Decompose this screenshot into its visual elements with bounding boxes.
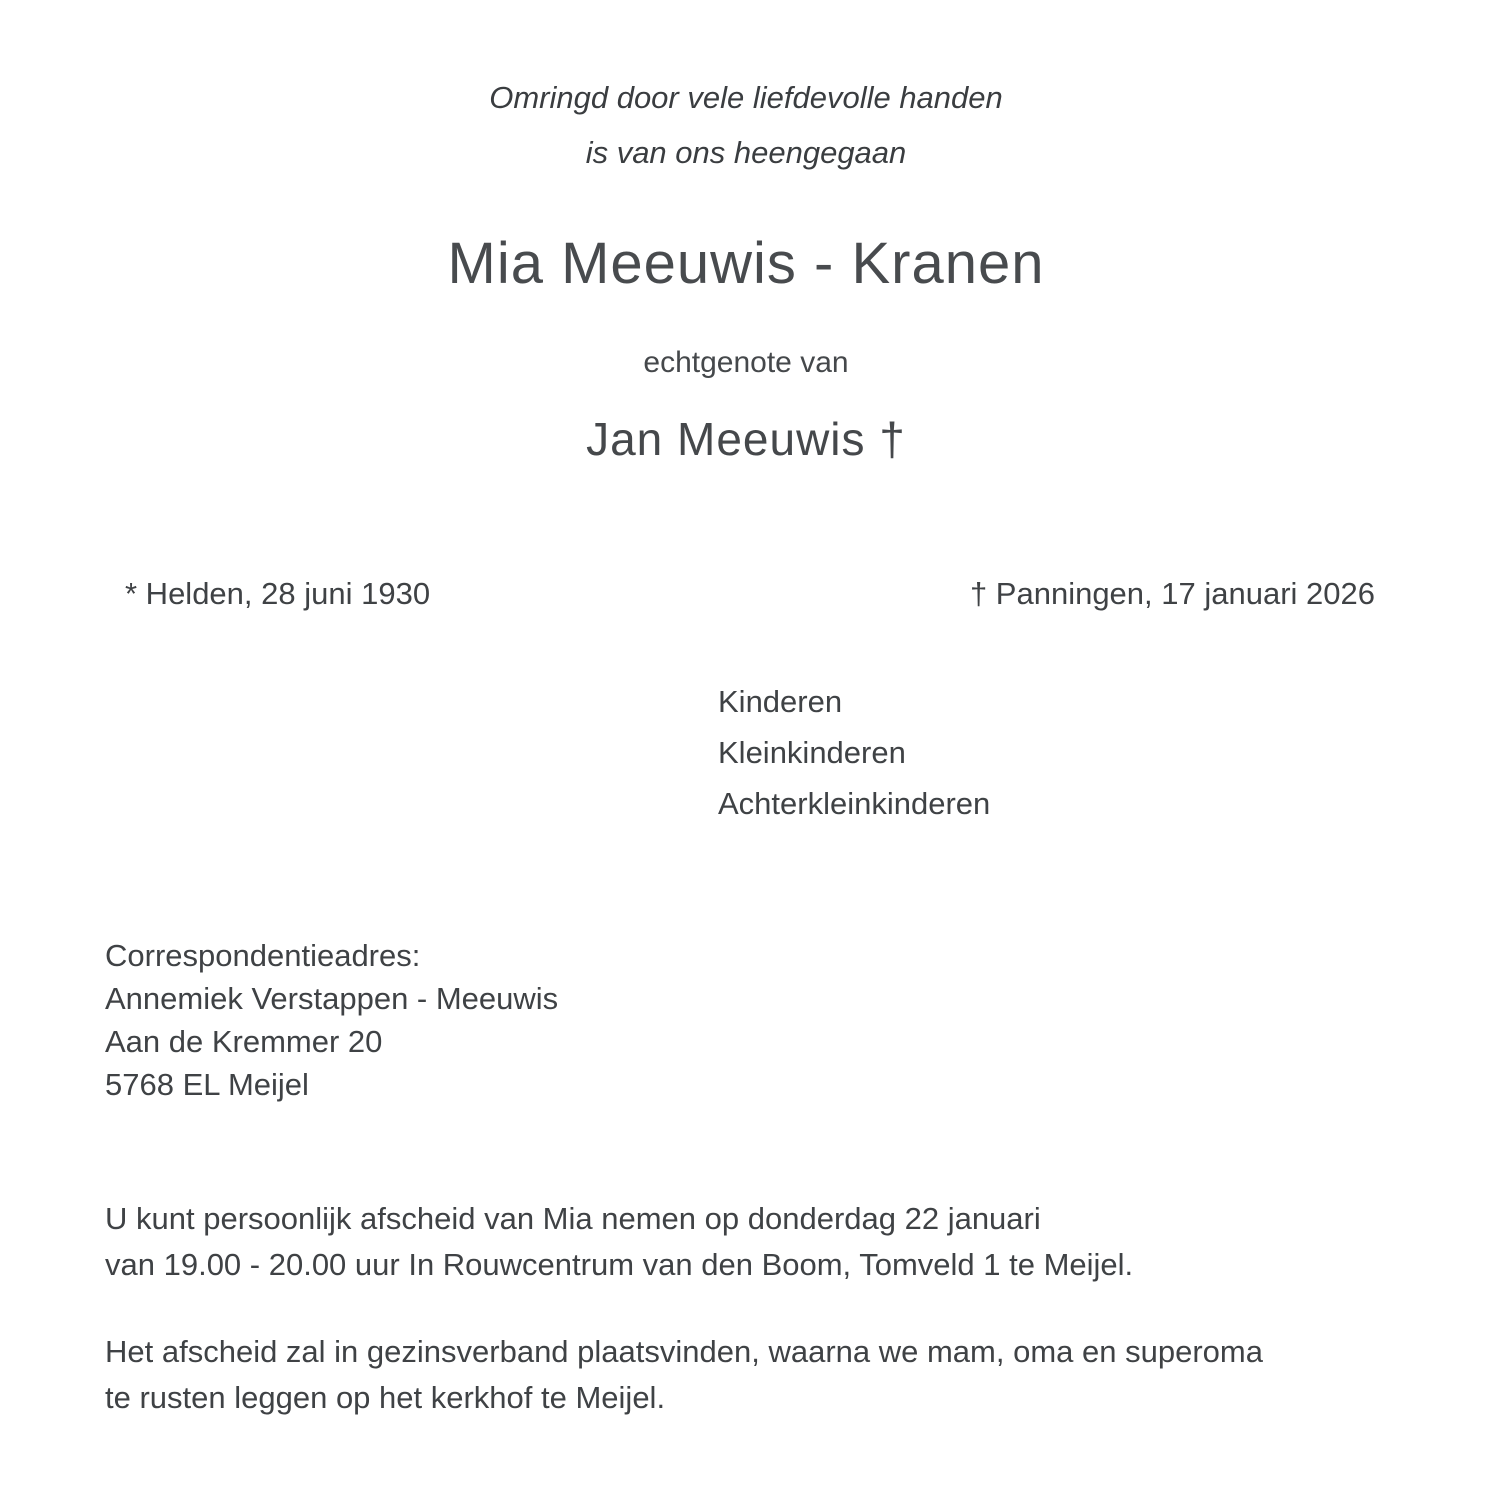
intro-verse: [0, 70, 1492, 180]
family-item-children: Kinderen: [718, 684, 843, 719]
intro-verse-line-2: is van ons heengegaan: [585, 135, 907, 170]
visitation-line-1: U kunt persoonlijk afscheid van Mia nemen op donderdag 22 januari: [105, 1201, 1041, 1236]
birth-date: * Helden, 28 juni 1930: [125, 576, 431, 611]
intro-verse-line-1: Omringd door vele liefdevolle handen: [489, 80, 1003, 115]
farewell-line-2: te rusten leggen op het kerkhof te Meijel.: [105, 1380, 666, 1415]
visitation-line-2: van 19.00 - 20.00 uur In Rouwcentrum van den Boom, Tomveld 1 te Meijel.: [105, 1247, 1134, 1282]
correspondence-name: Annemiek Verstappen - Meeuwis: [105, 981, 559, 1016]
relation-label: echtgenote van: [643, 346, 849, 379]
family-list: [718, 676, 990, 829]
spouse-name: Jan Meeuwis †: [586, 413, 906, 465]
farewell-line-1: Het afscheid zal in gezinsverband plaatsvinden, waarna we mam, oma en superoma: [105, 1334, 1263, 1369]
family-item-grandchildren: Kleinkinderen: [718, 735, 906, 770]
deceased-name: Mia Meeuwis - Kranen: [447, 231, 1045, 296]
correspondence-address: [105, 934, 558, 1106]
death-date: † Panningen, 17 januari 2026: [969, 576, 1375, 611]
visitation-paragraph: [105, 1196, 1133, 1288]
correspondence-postal-city: 5768 EL Meijel: [105, 1067, 309, 1102]
family-item-great-grandchildren: Achterkleinkinderen: [718, 786, 991, 821]
birth-death-dates: [125, 576, 1375, 612]
correspondence-label: Correspondentieadres:: [105, 938, 421, 973]
farewell-paragraph: [105, 1329, 1263, 1421]
correspondence-street: Aan de Kremmer 20: [105, 1024, 383, 1059]
